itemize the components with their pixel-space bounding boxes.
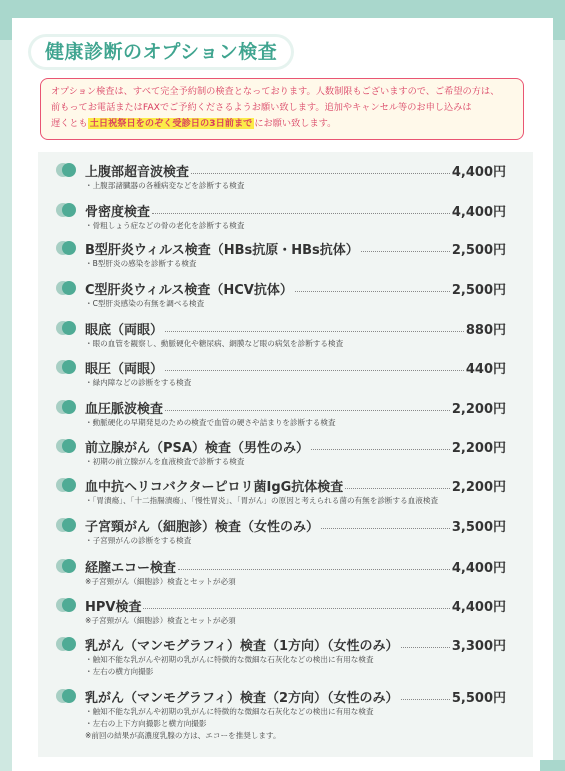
- exam-description: ・緑内障などの診断をする検査: [85, 378, 192, 387]
- notice-deadline-highlight: 土日祝祭日をのぞく受診日の3日前まで: [89, 117, 253, 129]
- exam-name: 乳がん（マンモグラフィ）検査（1方向）（女性のみ）: [85, 638, 399, 654]
- bullet-icon: [56, 559, 76, 573]
- exam-name: 上腹部超音波検査: [85, 164, 190, 180]
- bullet-icon: [56, 241, 76, 255]
- exam-description: ・触知不能な乳がんや初期の乳がんに特徴的な微細な石灰化などの検出に有用な検査: [85, 707, 374, 716]
- exam-item-row: [56, 318, 506, 338]
- corner-strip: [540, 760, 565, 771]
- exam-item: [56, 357, 506, 389]
- bullet-icon: [56, 321, 76, 335]
- exam-item: [56, 160, 506, 192]
- bullet-icon: [56, 163, 76, 177]
- exam-name: 血中抗ヘリコバクターピロリ菌IgG抗体検査: [85, 479, 344, 495]
- exam-item-row: [56, 200, 506, 220]
- exam-description: ・C型肝炎感染の有無を調べる検査: [85, 299, 205, 308]
- bullet-icon: [56, 439, 76, 453]
- exam-item-row: [56, 515, 506, 535]
- bullet-icon: [56, 400, 76, 414]
- dotted-leader: [152, 213, 450, 214]
- bullet-icon: [56, 637, 76, 651]
- exam-item: [56, 634, 506, 678]
- bullet-icon: [56, 281, 76, 295]
- exam-price: 880円: [465, 322, 506, 338]
- exam-description: ※前回の結果が高濃度乳腺の方は、エコーを推奨します。: [85, 731, 281, 740]
- exam-description: ・初期の前立腺がんを血液検査で診断する検査: [85, 457, 245, 466]
- exam-item: [56, 238, 506, 270]
- exam-name: 前立腺がん（PSA）検査（男性のみ）: [85, 440, 309, 456]
- exam-item: [56, 436, 506, 468]
- exam-description: ・上腹部諸臓器の各種病変などを診断する検査: [85, 181, 245, 190]
- exam-name: HPV検査: [85, 599, 142, 615]
- exam-name: 子宮頸がん（細胞診）検査（女性のみ）: [85, 519, 320, 535]
- notice-line-3: [51, 116, 513, 132]
- exam-price: 4,400円: [451, 560, 506, 576]
- exam-description: ・動脈硬化の早期発見のための検査で血管の硬さや詰まりを診断する検査: [85, 418, 336, 427]
- dotted-leader: [401, 647, 450, 648]
- exam-description: ・左右の横方向撮影: [85, 667, 154, 676]
- exam-price: 2,500円: [451, 242, 506, 258]
- bullet-icon: [56, 518, 76, 532]
- exam-name: 血圧脈波検査: [85, 401, 164, 417]
- exam-description: ・「胃潰瘍」、「十二指腸潰瘍」、「慢性胃炎」、「胃がん」の原因と考えられる菌の有無を診断する血液検査: [85, 496, 439, 505]
- page-title: 健康診断のオプション検査: [31, 37, 291, 67]
- notice-line-2: 前もってお電話またはFAXでご予約くださるようお願い致します。追加やキャンセル等のお申し込みは: [51, 101, 472, 113]
- notice-line-1: オプション検査は、すべて完全予約制の検査となっております。人数制限もございますので、ご希望の方は、: [51, 86, 500, 97]
- notice-line-3-after: にお願い致します。: [254, 117, 337, 129]
- dotted-leader: [165, 370, 464, 371]
- bullet-icon: [56, 360, 76, 374]
- exam-name: 眼圧（両眼）: [85, 361, 164, 377]
- dotted-leader: [361, 251, 450, 252]
- exam-name: B型肝炎ウィルス検査（HBs抗原・HBs抗体）: [85, 242, 359, 258]
- exam-description: ・B型肝炎の感染を診断する検査: [85, 259, 197, 268]
- exam-name: 眼底（両眼）: [85, 322, 164, 338]
- exam-price: 4,400円: [451, 164, 506, 180]
- exam-item-row: [56, 634, 506, 654]
- exam-price: 2,200円: [451, 479, 506, 495]
- exam-item: [56, 556, 506, 588]
- bullet-icon: [56, 478, 76, 492]
- dotted-leader: [143, 608, 449, 609]
- exam-item: [56, 318, 506, 350]
- exam-name: 乳がん（マンモグラフィ）検査（2方向）（女性のみ）: [85, 690, 399, 706]
- exam-price: 3,500円: [451, 519, 506, 535]
- notice-line-3-before: 遅くとも: [51, 117, 88, 129]
- exam-price: 2,200円: [451, 401, 506, 417]
- dotted-leader: [401, 699, 450, 700]
- exam-name: 骨密度検査: [85, 204, 151, 220]
- exam-price: 2,500円: [451, 282, 506, 298]
- exam-item: [56, 595, 506, 627]
- exam-item-row: [56, 475, 506, 495]
- exam-description: ・骨粗しょう症などの骨の老化を診断する検査: [85, 221, 245, 230]
- exam-item-row: [56, 278, 506, 298]
- exam-description: ・眼の血管を観察し、動脈硬化や糖尿病、網膜など眼の病気を診断する検査: [85, 339, 344, 348]
- dotted-leader: [165, 410, 450, 411]
- exam-description: ・左右の上下方向撮影と横方向撮影: [85, 719, 207, 728]
- exam-item-row: [56, 160, 506, 180]
- bullet-icon: [56, 689, 76, 703]
- bullet-icon: [56, 203, 76, 217]
- exam-item-row: [56, 357, 506, 377]
- reservation-notice: [40, 78, 524, 140]
- exam-price: 440円: [465, 361, 506, 377]
- dotted-leader: [321, 528, 450, 529]
- exam-price: 3,300円: [451, 638, 506, 654]
- exam-item: [56, 397, 506, 429]
- exam-item-row: [56, 436, 506, 456]
- exam-item: [56, 200, 506, 232]
- bullet-icon: [56, 598, 76, 612]
- exam-price: 2,200円: [451, 440, 506, 456]
- exam-item-row: [56, 397, 506, 417]
- dotted-leader: [191, 173, 450, 174]
- exam-price: 4,400円: [451, 599, 506, 615]
- exam-item-row: [56, 556, 506, 576]
- exam-item-row: [56, 238, 506, 258]
- exam-description: ※子宮頸がん（細胞診）検査とセットが必須: [85, 616, 236, 625]
- exam-name: C型肝炎ウィルス検査（HCV抗体）: [85, 282, 293, 298]
- exam-price: 5,500円: [451, 690, 506, 706]
- exam-description: ・子宮頸がんの診断をする検査: [85, 536, 192, 545]
- exam-item-row: [56, 595, 506, 615]
- dotted-leader: [311, 449, 450, 450]
- dotted-leader: [295, 291, 450, 292]
- dotted-leader: [165, 331, 464, 332]
- exam-description: ・触知不能な乳がんや初期の乳がんに特徴的な微細な石灰化などの検出に有用な検査: [85, 655, 374, 664]
- exam-item: [56, 475, 506, 507]
- dotted-leader: [345, 488, 450, 489]
- exam-name: 経膣エコー検査: [85, 560, 177, 576]
- dotted-leader: [178, 569, 450, 570]
- exam-item: [56, 686, 506, 742]
- exam-item: [56, 278, 506, 310]
- exam-item: [56, 515, 506, 547]
- exam-description: ※子宮頸がん（細胞診）検査とセットが必須: [85, 577, 236, 586]
- exam-item-row: [56, 686, 506, 706]
- exam-price: 4,400円: [451, 204, 506, 220]
